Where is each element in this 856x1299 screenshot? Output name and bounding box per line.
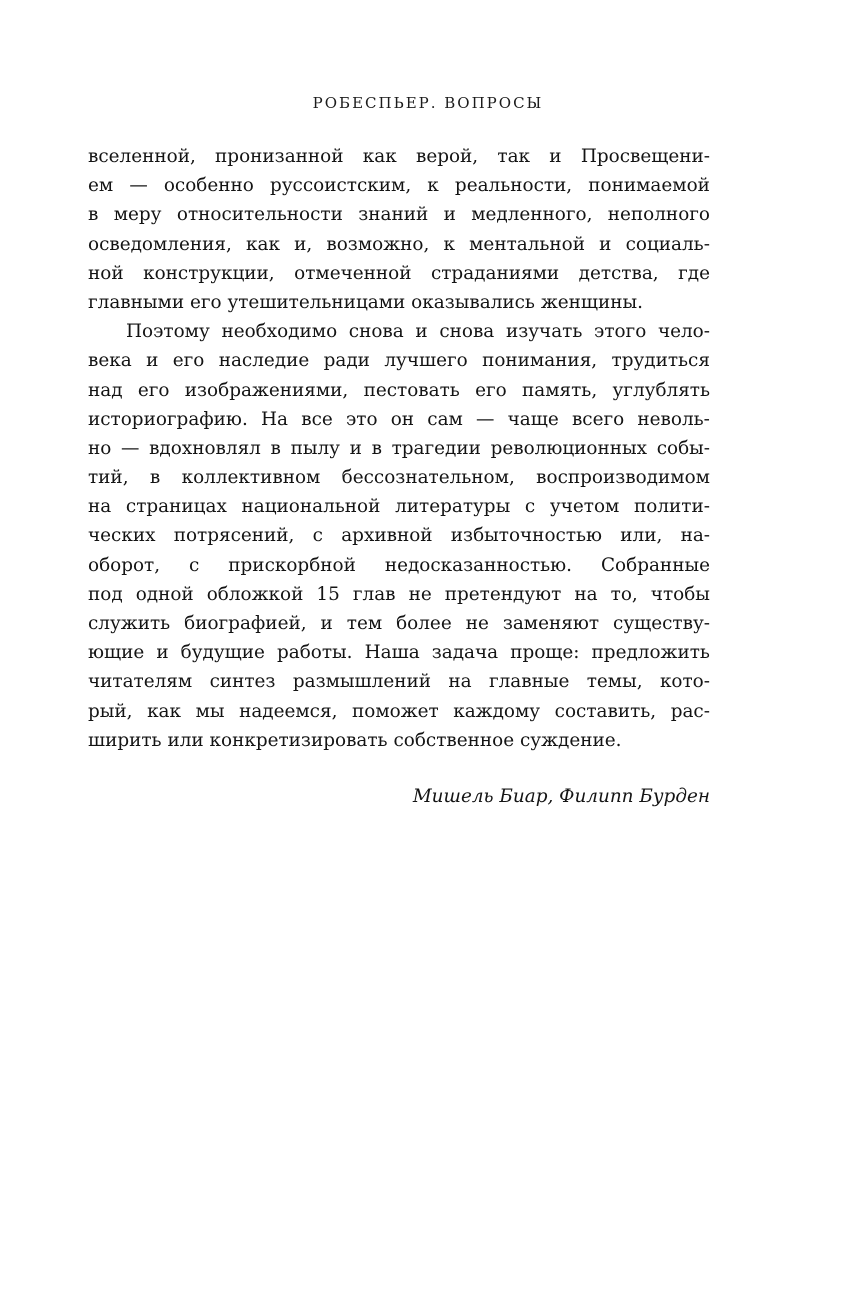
text-line: ем — особенно руссоистским, к реальности, понимаемой	[88, 175, 710, 197]
text-line: Поэтому необходимо снова и снова изучать этого чело-	[126, 321, 710, 343]
text-line: главными его утешительницами оказывались женщины.	[88, 291, 643, 313]
text-line: ширить или конкретизировать собственное суждение.	[88, 729, 622, 751]
text-line: историографию. На все это он сам — чаще всего неволь-	[88, 408, 710, 430]
text-line: вселенной, пронизанной как верой, так и Просвещени-	[88, 146, 710, 167]
running-head-title: РОБЕСПЬЕР. ВОПРОСЫ	[312, 94, 544, 112]
text-line: рый, как мы надеемся, поможет каждому составить, рас-	[88, 700, 710, 722]
paragraph	[88, 142, 710, 317]
signature-authors: Мишель Биар, Филипп Бурден	[412, 786, 710, 807]
text-line: тий, в коллективном бессознательном, воспроизводимом	[88, 467, 710, 489]
text-line: в меру относительности знаний и медленного, неполного	[88, 204, 710, 226]
text-line: читателям синтез размышлений на главные темы, кото-	[88, 671, 710, 693]
paragraph	[88, 317, 710, 755]
text-line: ческих потрясений, с архивной избыточностью или, на-	[88, 525, 710, 547]
text-line: под одной обложкой 15 глав не претендуют на то, чтобы	[88, 583, 710, 605]
text-line: служить биографией, и тем более не заменяют существу-	[88, 613, 710, 634]
text-line: над его изображениями, пестовать его память, углублять	[88, 379, 710, 401]
text-line: на страницах национальной литературы с учетом полити-	[88, 496, 710, 518]
body-text	[88, 142, 710, 755]
text-line: ной конструкции, отмеченной страданиями детства, где	[88, 262, 710, 284]
text-line: века и его наследие ради лучшего понимания, трудиться	[88, 350, 710, 372]
text-line: ющие и будущие работы. Наша задача проще: предложить	[88, 642, 710, 664]
text-line: но — вдохновлял в пылу и в трагедии революционных собы-	[88, 437, 710, 459]
text-line: осведомления, как и, возможно, к ментальной и социаль-	[88, 233, 710, 255]
text-line: оборот, с прискорбной недосказанностью. Собранные	[88, 554, 710, 576]
